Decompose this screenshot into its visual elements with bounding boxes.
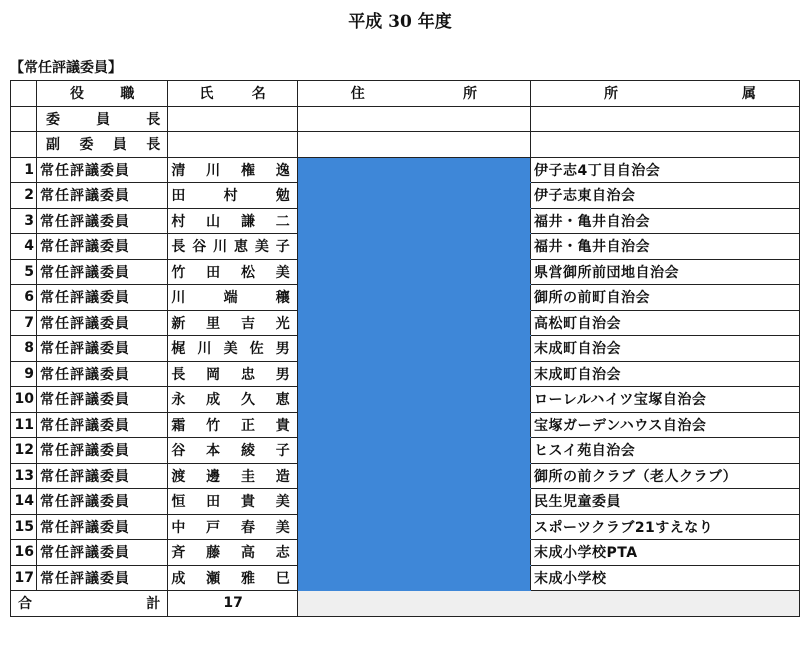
member-name-cell	[168, 285, 297, 311]
member-role: 常任評議委員	[36, 540, 167, 566]
total-label-cell	[11, 591, 168, 617]
officer-address-cell	[297, 132, 530, 158]
member-name-cell	[168, 565, 297, 591]
member-address-redacted	[297, 285, 530, 311]
member-role: 常任評議委員	[36, 361, 167, 387]
officer-number-cell	[11, 106, 37, 132]
member-name-char: 久	[240, 392, 255, 409]
member-name-char: 斉	[171, 545, 186, 562]
officer-role-char: 員	[96, 111, 111, 128]
member-name-char: 本	[206, 443, 221, 460]
member-name-char: 圭	[240, 468, 255, 485]
member-number: 13	[11, 463, 37, 489]
member-number: 4	[11, 234, 37, 260]
member-name-char: 永	[171, 392, 186, 409]
member-number: 2	[11, 183, 37, 209]
member-row	[11, 157, 800, 183]
member-name-char: 子	[275, 239, 290, 256]
member-name-char: 成	[171, 570, 186, 587]
member-number: 12	[11, 438, 37, 464]
header-address-cell	[297, 81, 530, 107]
officer-address-cell	[297, 106, 530, 132]
member-name-char: 美	[275, 494, 290, 511]
member-name-cell	[168, 514, 297, 540]
member-name-char: 川	[213, 239, 228, 256]
member-name-char: 高	[240, 545, 255, 562]
officer-name-cell	[168, 106, 297, 132]
officer-role-char: 委	[79, 137, 94, 154]
member-name-char: 吉	[240, 315, 255, 332]
member-name-char: 綾	[240, 443, 255, 460]
member-name-char: 川	[171, 290, 186, 307]
member-name-char: 逸	[275, 162, 290, 179]
member-name-cell	[168, 387, 297, 413]
member-address-redacted	[297, 310, 530, 336]
member-name-char: 権	[240, 162, 255, 179]
member-affiliation: 県営御所前団地自治会	[531, 259, 800, 285]
member-name	[171, 389, 293, 409]
member-name-char: 貴	[275, 417, 290, 434]
member-name-char: 田	[206, 264, 221, 281]
header-affiliation-cell	[531, 81, 800, 107]
member-row	[11, 514, 800, 540]
member-affiliation: 御所の前町自治会	[531, 285, 800, 311]
member-number: 6	[11, 285, 37, 311]
member-address-redacted	[297, 387, 530, 413]
member-name	[171, 440, 293, 460]
member-affiliation: 宝塚ガーデンハウス自治会	[531, 412, 800, 438]
member-name-char: 美	[275, 264, 290, 281]
member-row	[11, 489, 800, 515]
member-name-char: 山	[206, 213, 221, 230]
member-name-cell	[168, 259, 297, 285]
member-name	[171, 517, 293, 537]
section-label: 【常任評議委員】	[10, 60, 122, 76]
member-number: 3	[11, 208, 37, 234]
officer-row-vice-chair	[11, 132, 800, 158]
member-address-redacted	[297, 336, 530, 362]
member-name-char: 岡	[206, 366, 221, 383]
member-name-char: 戸	[206, 519, 221, 536]
member-address-redacted	[297, 438, 530, 464]
member-role: 常任評議委員	[36, 208, 167, 234]
member-affiliation: 伊子志東自治会	[531, 183, 800, 209]
member-row	[11, 412, 800, 438]
member-address-redacted	[297, 183, 530, 209]
member-name	[171, 236, 293, 256]
member-role: 常任評議委員	[36, 157, 167, 183]
member-name-char: 美	[223, 341, 238, 358]
member-name-char: 正	[240, 417, 255, 434]
member-row	[11, 259, 800, 285]
member-name-char: 勉	[275, 188, 290, 205]
member-name-cell	[168, 463, 297, 489]
member-name-char: 志	[275, 545, 290, 562]
header-role-char-1: 役	[69, 86, 84, 103]
total-value: 17	[168, 591, 297, 617]
officer-affiliation-cell	[531, 106, 800, 132]
member-name-char: 春	[240, 519, 255, 536]
officer-role-cell	[36, 132, 167, 158]
member-name-char: 恵	[234, 239, 248, 256]
member-name-char: 竹	[206, 417, 221, 434]
officer-role-vice-chair	[40, 134, 164, 154]
member-number: 17	[11, 565, 37, 591]
member-address-redacted	[297, 361, 530, 387]
member-affiliation: 末成小学校PTA	[531, 540, 800, 566]
member-row	[11, 234, 800, 260]
header-number-cell	[11, 81, 37, 107]
member-name-char: 瀬	[206, 570, 221, 587]
member-role: 常任評議委員	[36, 183, 167, 209]
member-number: 11	[11, 412, 37, 438]
member-name-cell	[168, 438, 297, 464]
member-name-char: 田	[171, 188, 186, 205]
officer-number-cell	[11, 132, 37, 158]
member-name-char: 貴	[240, 494, 255, 511]
member-name	[171, 211, 293, 231]
header-role-char-2: 職	[120, 86, 135, 103]
member-name	[171, 185, 293, 205]
member-address-redacted	[297, 157, 530, 183]
member-affiliation: 福井・亀井自治会	[531, 208, 800, 234]
member-name-char: 渡	[171, 468, 186, 485]
member-name-char: 端	[223, 290, 238, 307]
officer-row-chair	[11, 106, 800, 132]
member-number: 7	[11, 310, 37, 336]
member-row	[11, 361, 800, 387]
member-row	[11, 336, 800, 362]
member-name-char: 川	[197, 341, 212, 358]
member-address-redacted	[297, 489, 530, 515]
header-affiliation-char-2: 属	[742, 86, 756, 103]
member-number: 8	[11, 336, 37, 362]
member-name-char: 造	[275, 468, 290, 485]
member-name-char: 男	[275, 366, 290, 383]
member-name-cell	[168, 183, 297, 209]
member-name-cell	[168, 412, 297, 438]
member-name	[171, 313, 293, 333]
member-name-char: 男	[275, 341, 290, 358]
officer-affiliation-cell	[531, 132, 800, 158]
member-role: 常任評議委員	[36, 310, 167, 336]
member-role: 常任評議委員	[36, 285, 167, 311]
member-row	[11, 438, 800, 464]
member-affiliation: 高松町自治会	[531, 310, 800, 336]
member-name	[171, 542, 293, 562]
committee-roster-table	[10, 80, 800, 617]
member-name-char: 藤	[206, 545, 221, 562]
member-name-char: 二	[275, 213, 290, 230]
member-affiliation: ヒスイ苑自治会	[531, 438, 800, 464]
header-role-cell	[36, 81, 167, 107]
page-title: 平成 30 年度	[348, 12, 452, 32]
member-affiliation: 末成町自治会	[531, 336, 800, 362]
member-role: 常任評議委員	[36, 438, 167, 464]
member-affiliation: スポーツクラブ21すえなり	[531, 514, 800, 540]
officer-role-chair	[40, 109, 164, 129]
member-affiliation: 御所の前クラブ（老人クラブ）	[531, 463, 800, 489]
member-affiliation: 末成小学校	[531, 565, 800, 591]
member-number: 1	[11, 157, 37, 183]
member-role: 常任評議委員	[36, 412, 167, 438]
member-name	[171, 160, 293, 180]
member-name-char: 成	[206, 392, 221, 409]
member-address-redacted	[297, 514, 530, 540]
member-name-cell	[168, 157, 297, 183]
member-role: 常任評議委員	[36, 489, 167, 515]
member-name-cell	[168, 310, 297, 336]
member-name-char: 光	[275, 315, 290, 332]
member-name-char: 美	[254, 239, 269, 256]
member-number: 10	[11, 387, 37, 413]
member-role: 常任評議委員	[36, 259, 167, 285]
member-affiliation: 福井・亀井自治会	[531, 234, 800, 260]
member-name-char: 恒	[171, 494, 186, 511]
member-number: 16	[11, 540, 37, 566]
member-row	[11, 387, 800, 413]
total-label-char-2: 計	[146, 596, 161, 613]
member-row	[11, 310, 800, 336]
member-row	[11, 565, 800, 591]
member-affiliation: ローレルハイツ宝塚自治会	[531, 387, 800, 413]
member-row	[11, 208, 800, 234]
member-name-char: 田	[206, 494, 221, 511]
header-affiliation-char-1: 所	[604, 86, 619, 103]
member-name-cell	[168, 540, 297, 566]
officer-name-cell	[168, 132, 297, 158]
member-address-redacted	[297, 208, 530, 234]
member-name-char: 村	[223, 188, 238, 205]
member-name-cell	[168, 336, 297, 362]
header-name-char-2: 名	[251, 86, 266, 103]
member-name-char: 川	[206, 162, 221, 179]
member-role: 常任評議委員	[36, 336, 167, 362]
member-name-char: 新	[171, 315, 186, 332]
member-row	[11, 285, 800, 311]
member-name-char: 村	[171, 213, 186, 230]
member-address-redacted	[297, 565, 530, 591]
member-address-redacted	[297, 540, 530, 566]
member-name-char: 中	[171, 519, 186, 536]
member-role: 常任評議委員	[36, 387, 167, 413]
officer-role-char: 副	[45, 137, 60, 154]
member-name	[171, 262, 293, 282]
member-row	[11, 463, 800, 489]
member-affiliation: 末成町自治会	[531, 361, 800, 387]
officer-role-char: 長	[146, 111, 161, 128]
member-role: 常任評議委員	[36, 234, 167, 260]
member-role: 常任評議委員	[36, 514, 167, 540]
member-number: 5	[11, 259, 37, 285]
member-affiliation: 民生児童委員	[531, 489, 800, 515]
member-name-char: 穰	[275, 290, 290, 307]
member-name-cell	[168, 208, 297, 234]
member-name-char: 謙	[240, 213, 255, 230]
member-name-char: 長	[171, 239, 186, 256]
header-address-char-1: 住	[350, 86, 365, 103]
member-affiliation: 伊子志4丁目自治会	[531, 157, 800, 183]
member-name	[171, 364, 293, 384]
officer-role-cell	[36, 106, 167, 132]
member-number: 14	[11, 489, 37, 515]
member-name	[171, 415, 293, 435]
member-address-redacted	[297, 463, 530, 489]
member-name	[171, 491, 293, 511]
member-name-char: 梶	[171, 341, 186, 358]
member-name-char: 恵	[275, 392, 290, 409]
member-name-cell	[168, 489, 297, 515]
member-name-cell	[168, 234, 297, 260]
member-name-char: 雅	[240, 570, 255, 587]
header-name-char-1: 氏	[199, 86, 214, 103]
member-name-char: 美	[275, 519, 290, 536]
member-number: 9	[11, 361, 37, 387]
member-address-redacted	[297, 412, 530, 438]
member-name	[171, 466, 293, 486]
total-blank-cell	[297, 591, 799, 617]
member-name	[171, 287, 293, 307]
member-name-char: 竹	[171, 264, 186, 281]
member-name-char: 里	[206, 315, 221, 332]
member-name-char: 忠	[240, 366, 255, 383]
member-address-redacted	[297, 259, 530, 285]
member-number: 15	[11, 514, 37, 540]
header-row	[11, 81, 800, 107]
header-name-cell	[168, 81, 297, 107]
member-name-char: 谷	[171, 443, 186, 460]
member-address-redacted	[297, 234, 530, 260]
officer-role-char: 委	[45, 111, 60, 128]
member-name-cell	[168, 361, 297, 387]
officer-role-char: 長	[146, 137, 161, 154]
member-name-char: 松	[240, 264, 255, 281]
member-role: 常任評議委員	[36, 565, 167, 591]
member-name-char: 谷	[192, 239, 207, 256]
member-row	[11, 183, 800, 209]
member-name	[171, 568, 293, 588]
officer-role-char: 員	[112, 137, 127, 154]
member-name-char: 長	[171, 366, 186, 383]
member-name-char: 子	[275, 443, 290, 460]
total-row	[11, 591, 800, 617]
member-name	[171, 338, 293, 358]
member-name-char: 邊	[206, 468, 221, 485]
member-name-char: 巳	[275, 570, 290, 587]
member-row	[11, 540, 800, 566]
member-name-char: 霜	[171, 417, 186, 434]
member-name-char: 清	[171, 162, 186, 179]
header-address-char-2: 所	[463, 86, 478, 103]
member-role: 常任評議委員	[36, 463, 167, 489]
member-name-char: 佐	[249, 341, 264, 358]
total-label-char-1: 合	[18, 596, 32, 613]
